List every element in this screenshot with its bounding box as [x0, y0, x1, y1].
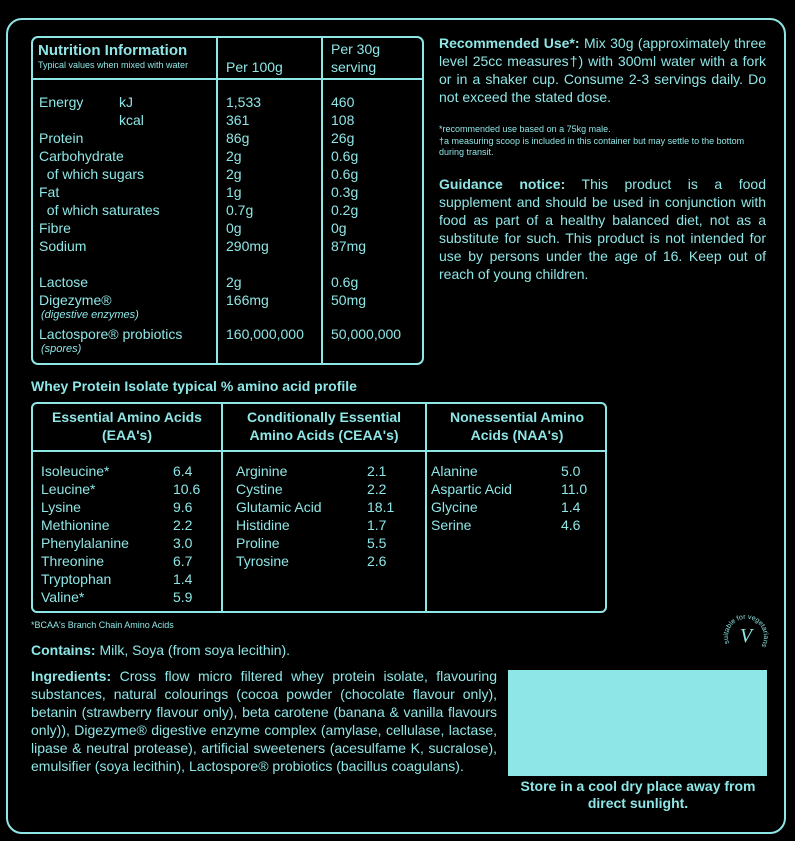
- row-label: Fat: [39, 184, 60, 200]
- eaa-value: 6.7: [173, 553, 193, 569]
- naa-header-line2: Acids (NAA's): [470, 427, 564, 443]
- eaa-name: Valine*: [41, 589, 85, 605]
- naa-value: 4.6: [561, 517, 581, 533]
- row-per100: 2g: [226, 166, 242, 182]
- recommended-note-2: †a measuring scoop is included in this container but may settle to the bottom during transit.: [439, 136, 745, 157]
- contains: [31, 641, 290, 659]
- nutrition-subtitle: Typical values when mixed with water: [38, 60, 189, 70]
- per30-header: Per 30g: [331, 41, 381, 57]
- ingredients-text: Cross flow micro filtered whey protein isolate, flavouring substances, natural colourings (cocoa powder (chocolate flavour only), betanin (strawberry flavour only), beta carotene (banana & vanilla flavours only)), Digezyme® digestive enzyme complex (amylase, cellulase, lactase, lipase & neutral protease), artificial sweeteners (acesulfame K, sucralose), emulsifier (soya lecithin), Lactospore® probiotics (bacillus coagulans).: [31, 668, 497, 774]
- eaa-name: Methionine: [41, 517, 110, 533]
- ceaa-value: 2.2: [367, 481, 387, 497]
- eaa-value: 5.9: [173, 589, 193, 605]
- row-per100: 86g: [226, 130, 250, 146]
- ceaa-header-line2: Amino Acids (CEAA's): [249, 427, 399, 443]
- eaa-value: 6.4: [173, 463, 193, 479]
- eaa-name: Threonine: [41, 553, 105, 569]
- row-per30: 87mg: [331, 238, 367, 254]
- ceaa-header: [223, 408, 425, 444]
- row-per30: 0.2g: [331, 202, 359, 218]
- column-divider: [216, 38, 218, 363]
- row-unit: kJ: [119, 94, 133, 110]
- row-per30: 460: [331, 94, 355, 110]
- recommended-note-1: *recommended use based on a 75kg male.: [439, 124, 611, 134]
- ingredients-heading: Ingredients:: [31, 668, 112, 684]
- recommended-heading: Recommended Use*:: [439, 35, 580, 51]
- lactospore-note: (spores): [41, 343, 82, 355]
- ceaa-name: Arginine: [236, 463, 288, 479]
- row-per100: 1g: [226, 184, 242, 200]
- row-label: Digezyme®: [39, 292, 112, 308]
- row-per30: 50mg: [331, 292, 367, 308]
- row-label: Carbohydrate: [39, 148, 124, 164]
- row-label: Sodium: [39, 238, 87, 254]
- row-per100: 2g: [226, 274, 242, 290]
- vegetarian-badge-icon: [720, 607, 772, 659]
- digezyme-note: (digestive enzymes): [41, 309, 139, 321]
- guidance-notice: [439, 175, 766, 283]
- eaa-value: 2.2: [173, 517, 193, 533]
- vegetarian-symbol: V: [739, 625, 753, 647]
- naa-name: Glycine: [431, 499, 478, 515]
- eaa-name: Lysine: [41, 499, 81, 515]
- nutrition-table: [31, 36, 424, 365]
- ceaa-name: Cystine: [236, 481, 283, 497]
- row-per30: 0.6g: [331, 274, 359, 290]
- row-per100: 0g: [226, 220, 242, 236]
- naa-value: 5.0: [561, 463, 581, 479]
- eaa-header-line2: (EAA's): [102, 427, 152, 443]
- row-per100: 160,000,000: [226, 326, 304, 342]
- ceaa-value: 5.5: [367, 535, 387, 551]
- ingredients: [31, 667, 497, 775]
- row-per30: 0g: [331, 220, 347, 236]
- contains-heading: Contains:: [31, 642, 96, 658]
- ceaa-name: Glutamic Acid: [236, 499, 322, 515]
- per30-header-line2: serving: [331, 59, 377, 75]
- row-label: Lactose: [39, 274, 89, 290]
- eaa-header: [33, 408, 221, 444]
- recommended-text: Mix 30g (approximately three level 25cc measures†) with 300ml water with a fork or in a shaker cup. Consume 2-3 servings daily. Do not exceed the stated dose.: [439, 35, 767, 105]
- naa-value: 11.0: [561, 481, 588, 497]
- eaa-value: 9.6: [173, 499, 193, 515]
- ceaa-value: 2.6: [367, 553, 387, 569]
- naa-name: Serine: [431, 517, 472, 533]
- row-label: Energy: [39, 94, 84, 110]
- eaa-value: 1.4: [173, 571, 193, 587]
- storage-instructions: [505, 778, 771, 812]
- ceaa-name: Proline: [236, 535, 280, 551]
- storage-line-2: direct sunlight.: [587, 795, 689, 811]
- row-label: Lactospore® probiotics: [39, 326, 183, 342]
- row-per30: 0.3g: [331, 184, 359, 200]
- amino-title: Whey Protein Isolate typical % amino acid profile: [31, 378, 357, 394]
- eaa-name: Phenylalanine: [41, 535, 129, 551]
- eaa-name: Isoleucine*: [41, 463, 110, 479]
- row-per30: 108: [331, 112, 355, 128]
- row-label: of which saturates: [39, 202, 160, 218]
- naa-header-line1: Nonessential Amino: [449, 409, 585, 425]
- naa-name: Alanine: [431, 463, 478, 479]
- nutrition-title: Nutrition Information: [38, 42, 188, 59]
- row-per100: 1,533: [226, 94, 262, 110]
- contains-text: Milk, Soya (from soya lecithin).: [99, 642, 291, 658]
- header-divider: [33, 450, 605, 452]
- ceaa-value: 2.1: [367, 463, 387, 479]
- row-per100: 361: [226, 112, 250, 128]
- eaa-header-line1: Essential Amino Acids: [52, 409, 202, 425]
- eaa-value: 3.0: [173, 535, 193, 551]
- naa-name: Aspartic Acid: [431, 481, 512, 497]
- row-label: Protein: [39, 130, 84, 146]
- row-per100: 0.7g: [226, 202, 254, 218]
- row-per30: 50,000,000: [331, 326, 402, 342]
- row-per100: 290mg: [226, 238, 269, 254]
- row-unit: kcal: [119, 112, 144, 128]
- row-per100: 166mg: [226, 292, 269, 308]
- guidance-heading: Guidance notice:: [439, 176, 566, 192]
- ceaa-name: Histidine: [236, 517, 290, 533]
- row-per30: 0.6g: [331, 148, 359, 164]
- ceaa-value: 1.7: [367, 517, 387, 533]
- naa-value: 1.4: [561, 499, 581, 515]
- storage-line-1: Store in a cool dry place away from: [520, 778, 756, 794]
- column-divider: [321, 38, 323, 363]
- per100-header: Per 100g: [226, 59, 283, 75]
- naa-header: [427, 408, 607, 444]
- eaa-name: Tryptophan: [41, 571, 112, 587]
- row-per100: 2g: [226, 148, 242, 164]
- eaa-value: 10.6: [173, 481, 201, 497]
- vegetarian-text: suitable for vegetarians: [722, 613, 770, 649]
- row-label: of which sugars: [39, 166, 145, 182]
- header-divider: [33, 78, 422, 80]
- eaa-name: Leucine*: [41, 481, 96, 497]
- amino-table: [31, 402, 607, 613]
- ceaa-value: 18.1: [367, 499, 395, 515]
- ceaa-header-line1: Conditionally Essential: [246, 409, 402, 425]
- recommended-use: [439, 34, 766, 106]
- ceaa-name: Tyrosine: [236, 553, 289, 569]
- row-label: Fibre: [39, 220, 71, 236]
- bcaa-footnote: *BCAA's Branch Chain Amino Acids: [31, 620, 174, 630]
- batch-code-box: [508, 670, 767, 776]
- guidance-text: This product is a food supplement and should be used in conjunction with food as part of a healthy balanced diet, not as a substitute for such. This product is not intended for use by persons under the age of 16. Keep out of reach of young children.: [439, 176, 766, 282]
- row-per30: 0.6g: [331, 166, 359, 182]
- row-per30: 26g: [331, 130, 355, 146]
